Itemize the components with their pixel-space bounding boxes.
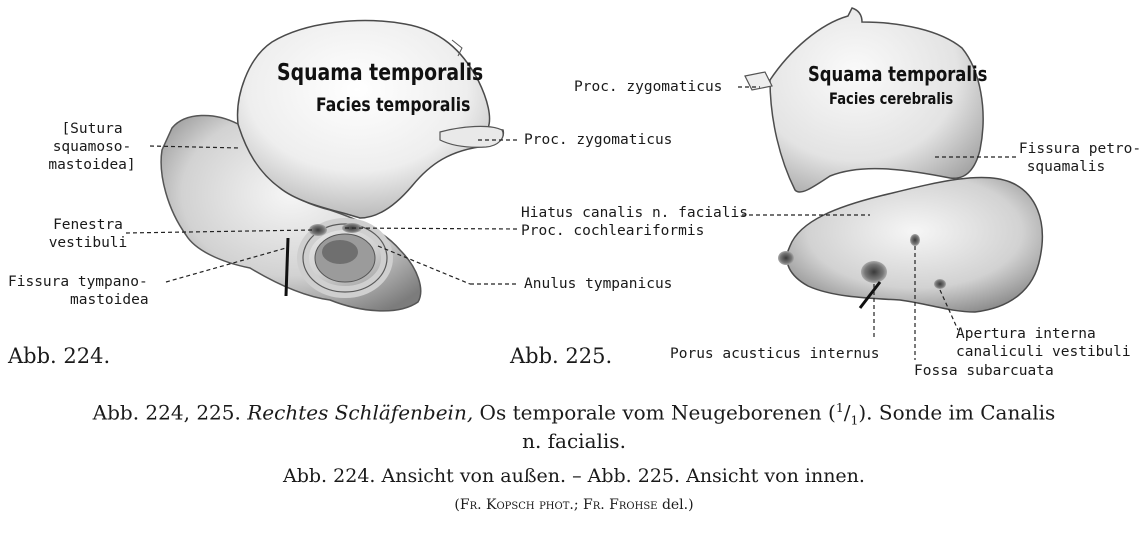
- facies-subtitle-224: Facies temporalis: [316, 94, 471, 116]
- bone-225: [745, 8, 1042, 312]
- squama-title-225: Squama temporalis: [808, 62, 988, 86]
- squama-title-224: Squama temporalis: [277, 60, 484, 86]
- figure-label-224: Abb. 224.: [8, 344, 111, 368]
- label-apertura-line1: Apertura interna: [956, 326, 1096, 342]
- caption-line-2: n. facialis.: [522, 429, 626, 453]
- figure-label-225: Abb. 225.: [510, 344, 613, 368]
- caption-line-1: Abb. 224, 225. Rechtes Schläfenbein, Os temporale vom Neugeborenen $(^1/_1)$. Sonde im Canalis: [92, 400, 1056, 428]
- label-fossa-subarcuata: Fossa subarcuata: [914, 363, 1054, 379]
- caption-suffix: ). Sonde im Canalis: [858, 400, 1056, 425]
- credit-draughtsman: Frohse: [609, 497, 658, 513]
- caption-prefix: Abb. 224, 225.: [92, 400, 241, 425]
- facies-subtitle-225: Facies cerebralis: [829, 89, 954, 108]
- label-sutura-line1: [Sutura: [61, 121, 123, 137]
- label-proc-zygomaticus-225: Proc. zygomaticus: [574, 79, 723, 95]
- caption-credit: (Fr. Kopsch phot.; Fr. Frohse del.): [454, 497, 694, 513]
- label-anulus-tympanicus: Anulus tympanicus: [524, 276, 673, 292]
- caption-middle: Os temporale vom Neugeborenen (: [479, 400, 836, 425]
- label-fissura-tympanomastoidea-line1: Fissura tympano-: [8, 274, 148, 290]
- caption-line-3: Abb. 224. Ansicht von außen. – Abb. 225. Ansicht von innen.: [283, 465, 865, 487]
- label-hiatus-canalis: Hiatus canalis n. facialis: [521, 205, 748, 221]
- label-fissura-petrosquamalis-line1: Fissura petro-: [1018, 141, 1142, 157]
- label-fenestra-line2: vestibuli: [48, 235, 128, 251]
- label-fissura-petrosquamalis-line2: squamalis: [1026, 159, 1106, 175]
- label-sutura-line2: squamoso-: [52, 139, 132, 155]
- caption-italic-title: Rechtes Schläfenbein,: [247, 400, 474, 425]
- label-porus-acusticus: Porus acusticus internus: [670, 346, 880, 362]
- label-apertura-line2: canaliculi vestibuli: [956, 344, 1131, 360]
- probe-224: [286, 238, 288, 296]
- credit-photographer: Kopsch: [486, 497, 535, 513]
- bone-224-zygomatic: [440, 126, 503, 147]
- label-fissura-tympanomastoidea-line2: mastoidea: [70, 292, 149, 308]
- label-proc-cochleariformis: Proc. cochleariformis: [521, 223, 705, 239]
- label-proc-zygomaticus-224: Proc. zygomaticus: [524, 132, 673, 148]
- label-sutura-line3: mastoidea]: [48, 157, 136, 173]
- label-fenestra-line1: Fenestra: [53, 217, 123, 233]
